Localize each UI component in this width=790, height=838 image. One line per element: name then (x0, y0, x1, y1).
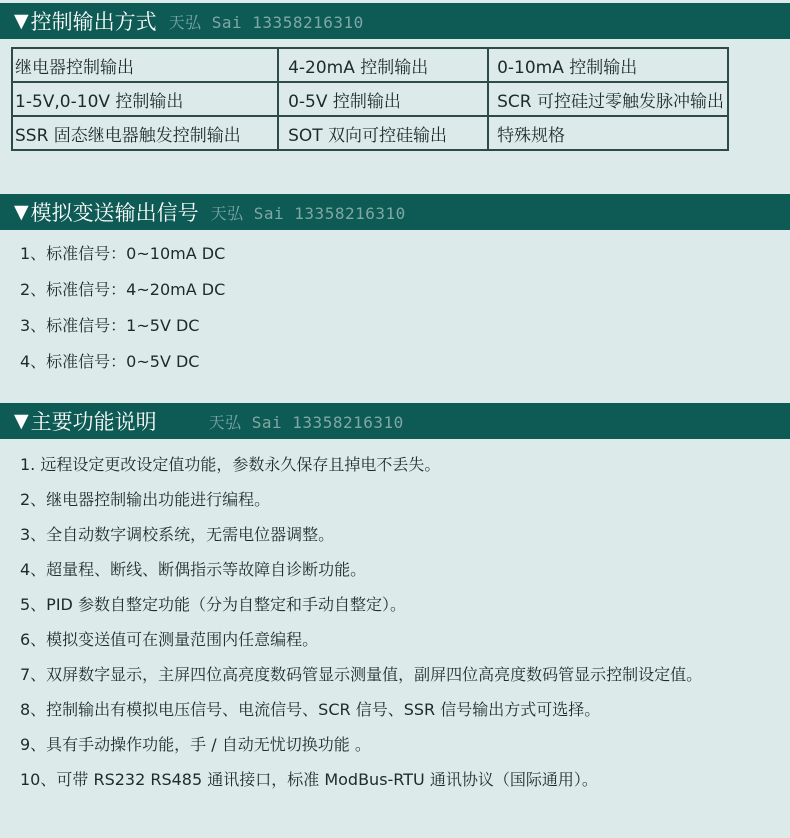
watermark-text: 天弘 Sai 13358216310 (168, 12, 364, 32)
table-cell: 4-20mA 控制输出 (278, 48, 488, 82)
list-item: 7、双屏数字显示，主屏四位高亮度数码管显示测量值，副屏四位高亮度数码管显示控制设定值。 (20, 665, 703, 684)
list-item: 5、PID 参数自整定功能（分为自整定和手动自整定）。 (20, 595, 406, 614)
analog-signal-list (20, 236, 225, 380)
list-item: 1、标准信号：0~10mA DC (20, 244, 226, 263)
list-item: 6、模拟变送值可在测量范围内任意编程。 (20, 630, 319, 649)
list-item: 3、全自动数字调校系统，无需电位器调整。 (20, 525, 335, 544)
table-cell: 0-5V 控制输出 (278, 82, 488, 116)
list-item: 1. 远程设定更改设定值功能，参数永久保存且掉电不丢失。 (20, 455, 441, 474)
table-cell: 继电器控制输出 (12, 48, 278, 82)
section-header-control-output (0, 3, 790, 39)
table-cell: 1-5V,0-10V 控制输出 (12, 82, 278, 116)
section-header-features (0, 403, 790, 439)
down-triangle-icon: ▼ (14, 410, 29, 432)
down-triangle-icon: ▼ (14, 201, 29, 223)
table-cell: 0-10mA 控制输出 (488, 48, 728, 82)
list-item: 4、超量程、断线、断偶指示等故障自诊断功能。 (20, 560, 367, 579)
section-header-analog-output (0, 194, 790, 230)
list-item: 3、标准信号：1~5V DC (20, 316, 200, 335)
table-cell: 特殊规格 (488, 116, 728, 150)
table-cell: SOT 双向可控硅输出 (278, 116, 488, 150)
section-title: 控制输出方式 (30, 10, 157, 34)
down-triangle-icon: ▼ (14, 10, 29, 32)
section-title: 模拟变送输出信号 (30, 201, 199, 225)
table-cell: SSR 固态继电器触发控制输出 (12, 116, 278, 150)
table-row (12, 116, 728, 150)
list-item: 9、具有手动操作功能，手 / 自动无忧切换功能 。 (20, 735, 371, 754)
list-item: 4、标准信号：0~5V DC (20, 352, 200, 371)
section-title: 主要功能说明 (30, 410, 157, 434)
feature-list (20, 447, 770, 797)
list-item: 2、继电器控制输出功能进行编程。 (20, 490, 271, 509)
list-item: 8、控制输出有模拟电压信号、电流信号、SCR 信号、SSR 信号输出方式可选择。 (20, 700, 601, 719)
table-row (12, 82, 728, 116)
watermark-text: 天弘 Sai 13358216310 (208, 412, 404, 432)
control-output-table (11, 47, 729, 151)
table-cell: SCR 可控硅过零触发脉冲输出 (488, 82, 728, 116)
table-row (12, 48, 728, 82)
watermark-text: 天弘 Sai 13358216310 (210, 203, 406, 223)
list-item: 2、标准信号：4~20mA DC (20, 280, 226, 299)
list-item: 10、可带 RS232 RS485 通讯接口，标准 ModBus-RTU 通讯协议（国际通用）。 (20, 770, 598, 789)
